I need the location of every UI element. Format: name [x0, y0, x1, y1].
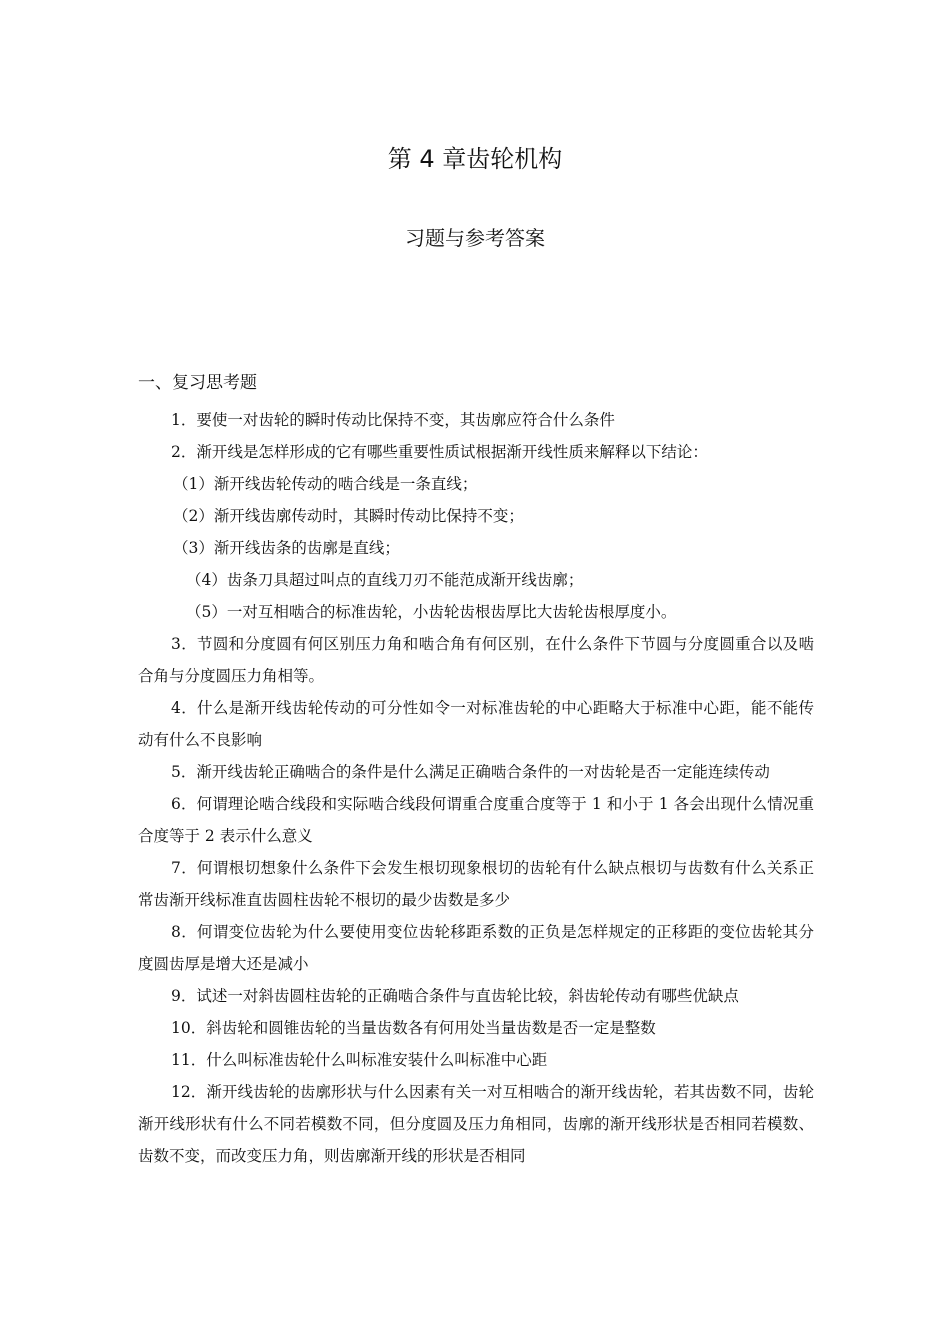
- sub-question-item: （4）齿条刀具超过叫点的直线刀刃不能范成渐开线齿廓；: [186, 571, 584, 589]
- question-item: 11．什么叫标准齿轮什么叫标准安装什么叫标准中心距: [171, 1051, 548, 1069]
- question-item: 7．何谓根切想象什么条件下会发生根切现象根切的齿轮有什么缺点根切与齿数有什么关系正常齿渐开线标准直齿圆柱齿轮不根切的最少齿数是多少: [138, 859, 814, 909]
- sub-question-item: （1）渐开线齿轮传动的啮合线是一条直线；: [173, 475, 478, 493]
- question-item: 5．渐开线齿轮正确啮合的条件是什么满足正确啮合条件的一对齿轮是否一定能连续传动: [171, 763, 770, 781]
- chapter-title: 第 4 章齿轮机构: [387, 145, 563, 173]
- sub-question-item: （5）一对互相啮合的标准齿轮，小齿轮齿根齿厚比大齿轮齿根厚度小。: [186, 603, 677, 621]
- question-item: 10．斜齿轮和圆锥齿轮的当量齿数各有何用处当量齿数是否一定是整数: [171, 1019, 656, 1037]
- question-item: 12．渐开线齿轮的齿廓形状与什么因素有关一对互相啮合的渐开线齿轮，若其齿数不同，齿轮渐开线形状有什么不同若模数不同，但分度圆及压力角相同，齿廓的渐开线形状是否相同若模数、齿数不变，而改变压力角，则齿廓渐开线的形状是否相同: [138, 1083, 814, 1165]
- question-item: 8．何谓变位齿轮为什么要使用变位齿轮移距系数的正负是怎样规定的正移距的变位齿轮其分度圆齿厚是增大还是减小: [138, 923, 814, 973]
- sub-question-item: （2）渐开线齿廓传动时，其瞬时传动比保持不变；: [173, 507, 524, 525]
- chapter-subtitle: 习题与参考答案: [405, 226, 545, 250]
- question-item: 2．渐开线是怎样形成的它有哪些重要性质试根据渐开线性质来解释以下结论：: [171, 443, 708, 461]
- question-item: 1．要使一对齿轮的瞬时传动比保持不变，其齿廓应符合什么条件: [171, 411, 615, 429]
- question-list: [138, 404, 814, 1172]
- section-heading: 一、复习思考题: [138, 373, 257, 393]
- question-item: 3．节圆和分度圆有何区别压力角和啮合角有何区别，在什么条件下节圆与分度圆重合以及啮合角与分度圆压力角相等。: [138, 635, 814, 685]
- sub-question-item: （3）渐开线齿条的齿廓是直线；: [173, 539, 400, 557]
- question-item: 4．什么是渐开线齿轮传动的可分性如令一对标准齿轮的中心距略大于标准中心距，能不能传动有什么不良影响: [138, 699, 814, 749]
- question-item: 6．何谓理论啮合线段和实际啮合线段何谓重合度重合度等于 1 和小于 1 各会出现什么情况重合度等于 2 表示什么意义: [138, 795, 814, 845]
- question-item: 9．试述一对斜齿圆柱齿轮的正确啮合条件与直齿轮比较，斜齿轮传动有哪些优缺点: [171, 987, 739, 1005]
